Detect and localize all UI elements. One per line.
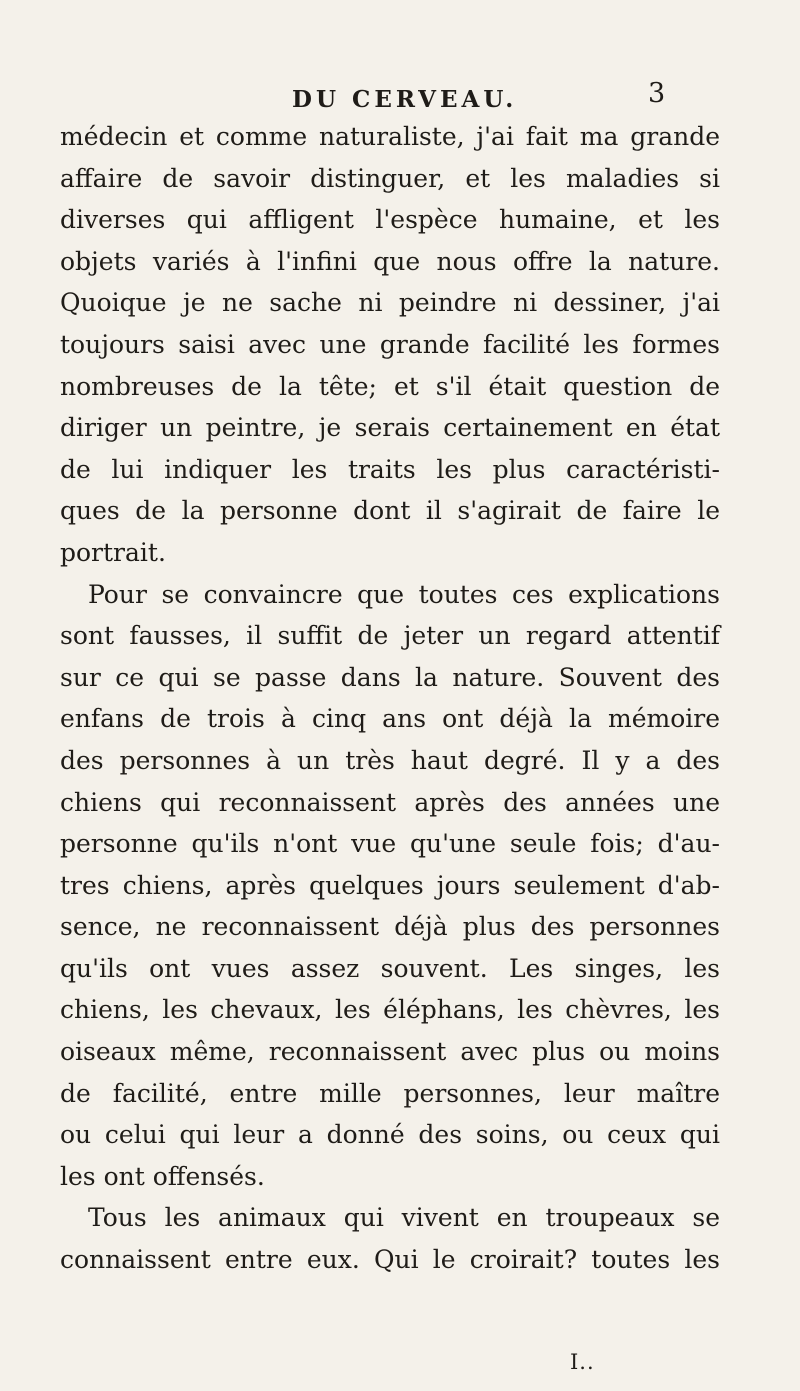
text-line: diverses qui affligent l'espèce humaine, et les <box>60 205 720 235</box>
text-line: diriger un peintre, je serais certainement en état <box>60 413 720 443</box>
text-line: enfans de trois à cinq ans ont déjà la mémoire <box>60 704 720 734</box>
text-line: nombreuses de la tête; et s'il était question de <box>60 371 720 401</box>
text-line: affaire de savoir distinguer, et les maladies si <box>60 163 720 193</box>
text-line: qu'ils ont vues assez souvent. Les singes, les <box>60 953 720 983</box>
text-line: médecin et comme naturaliste, j'ai fait ma grande <box>60 122 720 151</box>
text-line: ou celui qui leur a donné des soins, ou ceux qui <box>60 1120 720 1150</box>
text-line: portrait. <box>60 537 166 567</box>
text-line: Quoique je ne sache ni peindre ni dessiner, j'ai <box>60 288 720 318</box>
text-line: sur ce qui se passe dans la nature. Souvent des <box>60 662 720 692</box>
text-line: de lui indiquer les traits les plus caractéristi- <box>60 454 720 484</box>
text-line: sont fausses, il suffit de jeter un regard attentif <box>60 621 720 651</box>
running-title: DU CERVEAU. <box>292 86 518 113</box>
text-line: de facilité, entre mille personnes, leur maître <box>60 1078 720 1108</box>
text-line: toujours saisi avec une grande facilité les formes <box>60 329 720 359</box>
text-line: ques de la personne dont il s'agirait de faire le <box>60 496 720 526</box>
text-line: tres chiens, après quelques jours seulement d'ab- <box>60 870 720 900</box>
text-line: sence, ne reconnaissent déjà plus des personnes <box>60 912 720 942</box>
text-line: connaissent entre eux. Qui le croirait? toutes les <box>60 1245 720 1275</box>
signature-mark: I.. <box>570 1350 595 1374</box>
text-line: personne qu'ils n'ont vue qu'une seule fois; d'au- <box>60 829 720 859</box>
text-line: Tous les animaux qui vivent en troupeaux se <box>88 1203 720 1233</box>
text-line: chiens, les chevaux, les éléphans, les chèvres, les <box>60 995 720 1025</box>
text-line: Pour se convaincre que toutes ces explications <box>88 579 720 609</box>
text-line: les ont offensés. <box>60 1161 265 1191</box>
text-line: oiseaux même, reconnaissent avec plus ou moins <box>60 1037 720 1067</box>
text-line: chiens qui reconnaissent après des années une <box>60 787 720 817</box>
body-text <box>60 116 720 1281</box>
text-line: des personnes à un très haut degré. Il y a des <box>60 745 720 775</box>
page-number: 3 <box>648 78 666 109</box>
text-line: objets variés à l'infini que nous offre la nature. <box>60 246 720 276</box>
